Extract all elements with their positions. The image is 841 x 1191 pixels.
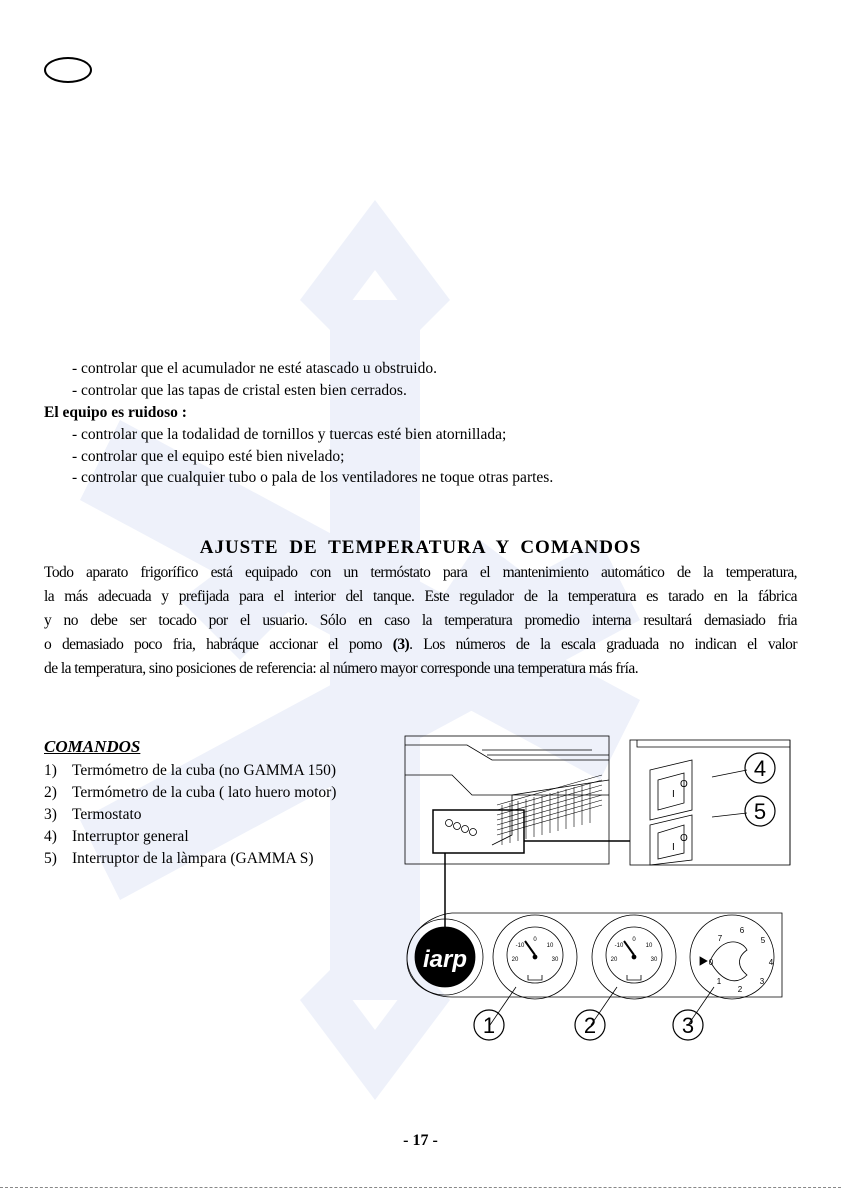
command-num: 3): [44, 806, 57, 823]
command-item-3: [44, 806, 142, 824]
commands-heading: COMANDOS: [44, 737, 141, 756]
troubleshoot-line-2: - controlar que las tapas de cristal esten bien cerrados.: [72, 382, 407, 399]
section-title: AJUSTE DE TEMPERATURA Y COMANDOS: [199, 537, 642, 558]
switch-mark: O: [680, 779, 688, 790]
thermo-label: 0: [632, 937, 636, 943]
command-item-2: [44, 784, 336, 802]
noisy-heading: El equipo es ruidoso :: [44, 404, 187, 421]
callout-1: 1: [482, 1013, 496, 1038]
controls-figure: [392, 735, 792, 1045]
thermostat-label: 0: [708, 958, 714, 967]
footer-rule: [0, 1187, 841, 1188]
thermo-label: -10: [614, 943, 624, 949]
switch-mark: O: [680, 833, 688, 844]
noisy-line-2: - controlar que el equipo esté bien nivelado;: [72, 448, 345, 465]
thermostat-label: 1: [716, 977, 722, 986]
paragraph-line-4: [44, 633, 797, 657]
paragraph-ref: (3): [392, 636, 410, 653]
switch-mark: I: [672, 842, 675, 853]
command-text: Termómetro de la cuba ( lato huero motor): [72, 784, 337, 801]
thermo-label: 20: [610, 957, 618, 963]
troubleshoot-line-1: - controlar que el acumulador ne esté atascado u obstruido.: [72, 360, 437, 377]
command-num: 1): [44, 762, 57, 779]
switch-panel: [630, 740, 790, 865]
command-num: 5): [44, 850, 57, 867]
command-item-1: [44, 762, 336, 780]
page-number: - 17 -: [403, 1132, 438, 1149]
callout-4: 4: [753, 756, 767, 781]
paragraph-line-4-rest: . Los números de la escala graduada no indican el valor: [409, 636, 797, 653]
switch-mark: I: [672, 789, 675, 800]
command-num: 2): [44, 784, 57, 801]
command-text: Termostato: [72, 806, 142, 823]
callout-3: 3: [681, 1013, 695, 1038]
thermo-label: 10: [645, 943, 653, 949]
language-badge: [44, 57, 92, 83]
thermo-label: -10: [515, 943, 525, 949]
temperature-paragraph: [44, 561, 797, 681]
noisy-line-3: - controlar que cualquier tubo o pala de los ventiladores ne toque otras partes.: [72, 469, 554, 486]
thermostat-label: 6: [739, 926, 745, 935]
command-text: Termómetro de la cuba (no GAMMA 150): [72, 762, 337, 779]
dial-strip: [407, 913, 782, 1040]
thermostat-label: 5: [760, 936, 766, 945]
command-item-4: [44, 828, 189, 846]
paragraph-line-5: de la temperatura, sino posiciones de referencia: al número mayor corresponde una temperatura más fría.: [44, 660, 639, 677]
cabinet-illustration: [405, 736, 630, 927]
thermo-label: 30: [650, 957, 658, 963]
thermo-label: 20: [511, 957, 519, 963]
command-item-5: [44, 850, 313, 868]
paragraph-line-3: y no debe ser tocado por el usuario. Sólo en caso la temperatura promedio interna resultará demasiado fria: [44, 612, 797, 629]
noisy-line-1: - controlar que la todalidad de tornillos y tuercas esté bien atornillada;: [72, 426, 507, 443]
thermo-label: 0: [533, 937, 537, 943]
paragraph-line-1: Todo aparato frigorífico está equipado con un termóstato para el mantenimiento automático de la temperatura,: [44, 564, 797, 581]
thermo-label: 10: [546, 943, 554, 949]
paragraph-line-2: la más adecuada y prefijada para el interior del tanque. Este regulador de la temperatura es tarado en la fábrica: [44, 588, 797, 605]
thermo-label: 30: [551, 957, 559, 963]
thermostat-label: 2: [737, 985, 743, 994]
callout-2: 2: [583, 1013, 597, 1038]
command-text: Interruptor de la làmpara (GAMMA S): [72, 850, 314, 867]
command-text: Interruptor general: [72, 828, 189, 845]
command-num: 4): [44, 828, 57, 845]
thermostat-label: 3: [759, 977, 765, 986]
callout-5: 5: [753, 799, 767, 824]
thermostat-label: 4: [768, 958, 774, 967]
thermostat-label: 7: [717, 934, 723, 943]
paragraph-line-4-start: o demasiado poco fria, habráque accionar el pomo: [44, 636, 382, 653]
iarp-logo: iarp: [422, 946, 468, 973]
